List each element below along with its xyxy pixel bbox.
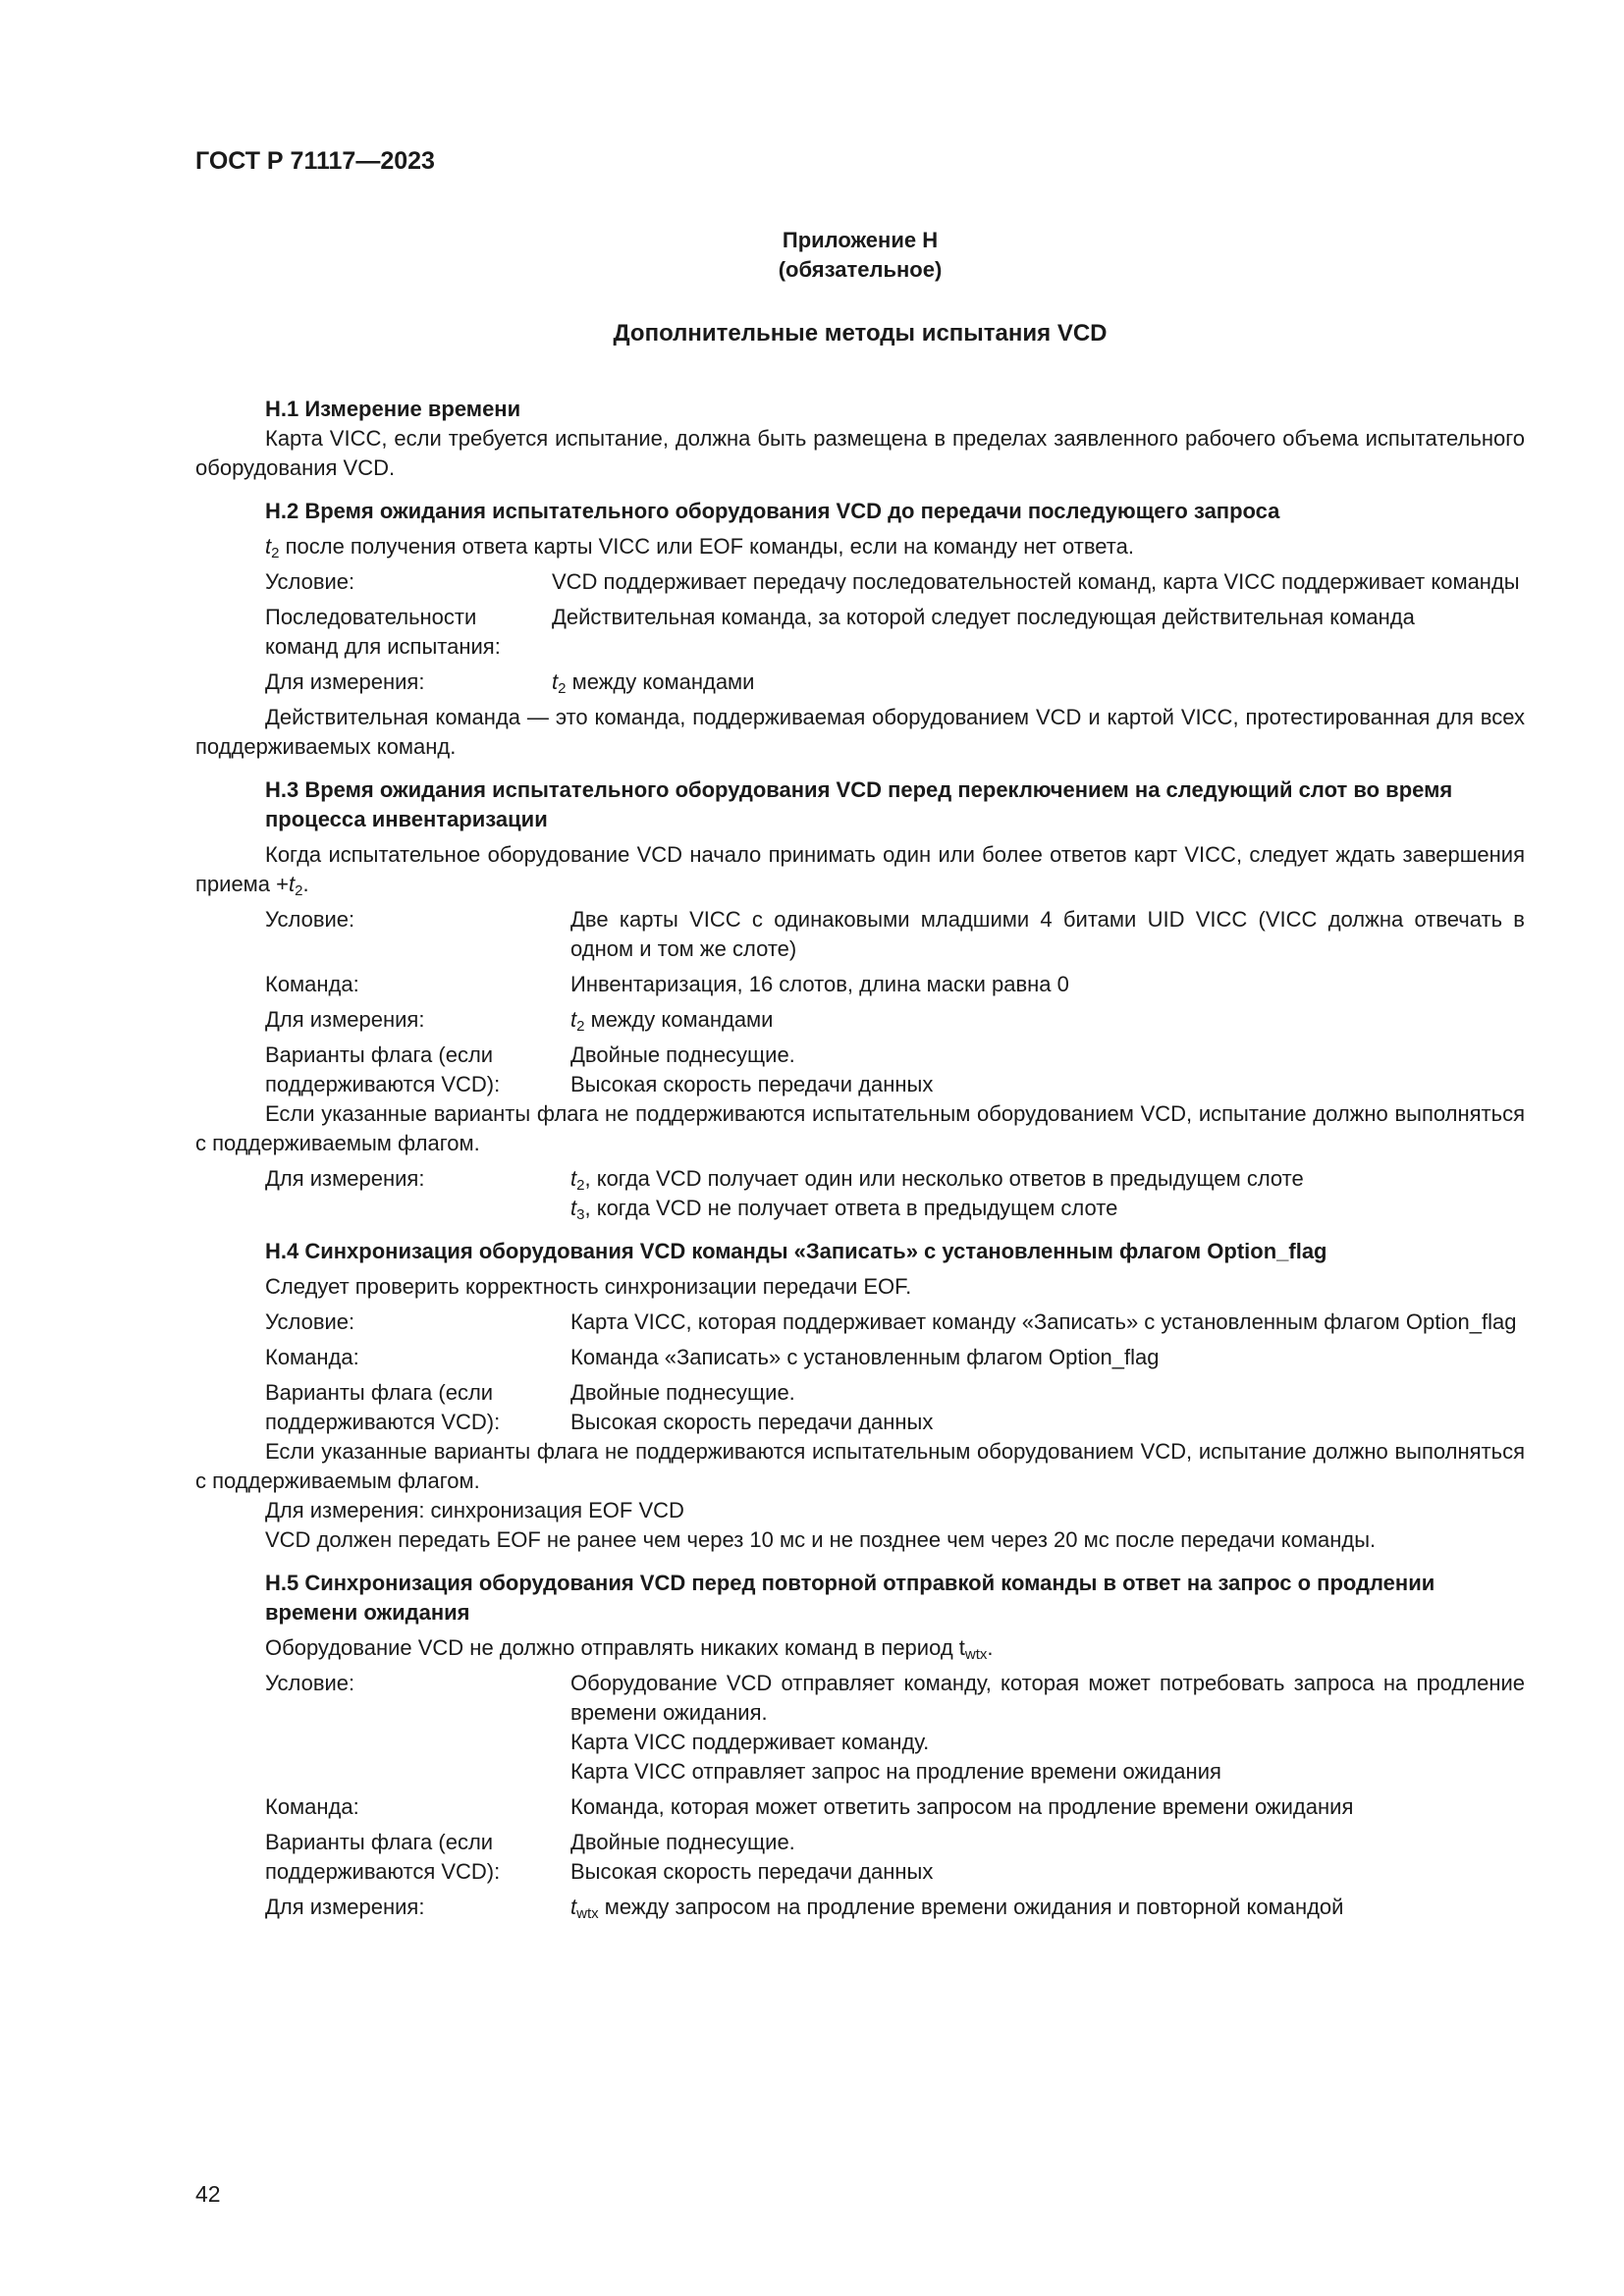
- h4-command-row: [195, 1343, 1525, 1372]
- value: $t_2$, когда VCD получает один или несколько ответов в предыдущем слоте $t_3$, когда VCD не получает ответа в предыдущем слоте: [570, 1166, 1304, 1223]
- label: Для измерения:: [265, 669, 425, 694]
- section-h4-measure: Для измерения: синхронизация EOF VCD: [265, 1498, 684, 1522]
- h5-condition-row: [195, 1669, 1525, 1787]
- h3-condition-row: [195, 905, 1525, 964]
- label: Для измерения:: [265, 1166, 425, 1191]
- section-h3-note: Если указанные варианты флага не поддерживаются испытательным оборудованием VCD, испытание должно выполняться с поддерживаемым флагом.: [195, 1101, 1525, 1155]
- value: Двойные поднесущие. Высокая скорость передачи данных: [570, 1380, 934, 1434]
- value: $t_2$ между командами: [570, 1007, 774, 1035]
- section-h1-heading: Н.1 Измерение времени: [265, 397, 521, 421]
- label: Последовательности команд для испытания:: [265, 605, 501, 659]
- value: Действительная команда, за которой следует последующая действительная команда: [552, 605, 1415, 629]
- label: Команда:: [265, 1794, 359, 1819]
- appendix-title: Приложение Н: [782, 228, 939, 252]
- h5-flag-row: [195, 1828, 1525, 1887]
- appendix-status: (обязательное): [778, 257, 943, 282]
- label: Варианты флага (если поддерживаются VCD):: [265, 1042, 501, 1096]
- section-h3-heading: Н.3 Время ожидания испытательного оборудования VCD перед переключением на следующий слот во время процесса инвентаризации: [265, 777, 1453, 831]
- section-h5-intro: Оборудование VCD не должно отправлять никаких команд в период $t_{wtx}$.: [265, 1635, 994, 1663]
- h2-measure-row: [195, 667, 1525, 697]
- h5-command-row: [195, 1792, 1525, 1822]
- document-body: [195, 395, 1525, 1922]
- value: Команда «Записать» с установленным флагом Option_flag: [570, 1345, 1160, 1369]
- value: Карта VICC, которая поддерживает команду «Записать» с установленным флагом Option_flag: [570, 1309, 1517, 1334]
- h5-measure-row: [195, 1893, 1525, 1922]
- label: Для измерения:: [265, 1007, 425, 1032]
- label: Команда:: [265, 972, 359, 996]
- label: Условие:: [265, 907, 355, 932]
- value: $t_2$ между командами: [552, 669, 755, 697]
- label: Условие:: [265, 1309, 355, 1334]
- label: Условие:: [265, 569, 355, 594]
- value: Оборудование VCD отправляет команду, которая может потребовать запроса на продление времени ожидания. Карта VICC поддерживает команду. Карта VICC отправляет запрос на продление времени ожидания: [570, 1671, 1525, 1784]
- value: Двойные поднесущие. Высокая скорость передачи данных: [570, 1042, 934, 1096]
- page-number: 42: [195, 2181, 221, 2207]
- section-h4-intro: Следует проверить корректность синхронизации передачи EOF.: [265, 1274, 912, 1299]
- h2-condition-row: [195, 567, 1525, 597]
- h3-flag-row: [195, 1041, 1525, 1099]
- section-h4-requirement: VCD должен передать EOF не ранее чем через 10 мс и не позднее чем через 20 мс после передачи команды.: [265, 1527, 1377, 1552]
- section-h4-heading: Н.4 Синхронизация оборудования VCD команды «Записать» с установленным флагом Option_flag: [265, 1239, 1327, 1263]
- value: Две карты VICC с одинаковыми младшими 4 битами UID VICC (VICC должна отвечать в одном и том же слоте): [570, 907, 1525, 961]
- section-h2-heading: Н.2 Время ожидания испытательного оборудования VCD до передачи последующего запроса: [265, 499, 1280, 523]
- label: Команда:: [265, 1345, 359, 1369]
- section-h2-note: Действительная команда — это команда, поддерживаемая оборудованием VCD и картой VICC, протестированная для всех поддерживаемых команд.: [195, 705, 1525, 759]
- document-header: ГОСТ Р 71117—2023: [195, 147, 435, 175]
- section-h1-text: Карта VICC, если требуется испытание, должна быть размещена в пределах заявленного рабочего объема испытательного оборудования VCD.: [195, 426, 1525, 480]
- value: Инвентаризация, 16 слотов, длина маски равна 0: [570, 972, 1069, 996]
- value: Двойные поднесущие. Высокая скорость передачи данных: [570, 1830, 934, 1884]
- label: Варианты флага (если поддерживаются VCD):: [265, 1380, 501, 1434]
- value: VCD поддерживает передачу последовательностей команд, карта VICC поддерживает команды: [552, 569, 1520, 594]
- h4-condition-row: [195, 1308, 1525, 1337]
- appendix-label: [195, 226, 1525, 285]
- h2-sequence-row: [195, 603, 1525, 662]
- section-h2-intro: $t_2$ после получения ответа карты VICC или EOF команды, если на команду нет ответа.: [265, 534, 1134, 561]
- section-h3-intro: Когда испытательное оборудование VCD начало принимать один или более ответов карт VICC, следует ждать завершения приема $+t_2$.: [195, 842, 1525, 899]
- h4-flag-row: [195, 1378, 1525, 1437]
- label: Для измерения:: [265, 1895, 425, 1919]
- section-h4-note: Если указанные варианты флага не поддерживаются испытательным оборудованием VCD, испытание должно выполняться с поддерживаемым флагом.: [195, 1439, 1525, 1493]
- h3-measure-row: [195, 1005, 1525, 1035]
- section-h5-heading: Н.5 Синхронизация оборудования VCD перед повторной отправкой команды в ответ на запрос о продлении времени ожидания: [265, 1571, 1435, 1625]
- label: Условие:: [265, 1671, 355, 1695]
- appendix-heading: Дополнительные методы испытания VCD: [613, 320, 1108, 347]
- h3-measure2-row: [195, 1164, 1525, 1223]
- h3-command-row: [195, 970, 1525, 999]
- label: Варианты флага (если поддерживаются VCD):: [265, 1830, 501, 1884]
- value: Команда, которая может ответить запросом на продление времени ожидания: [570, 1794, 1354, 1819]
- value: $t_{wtx}$ между запросом на продление времени ожидания и повторной командой: [570, 1895, 1344, 1922]
